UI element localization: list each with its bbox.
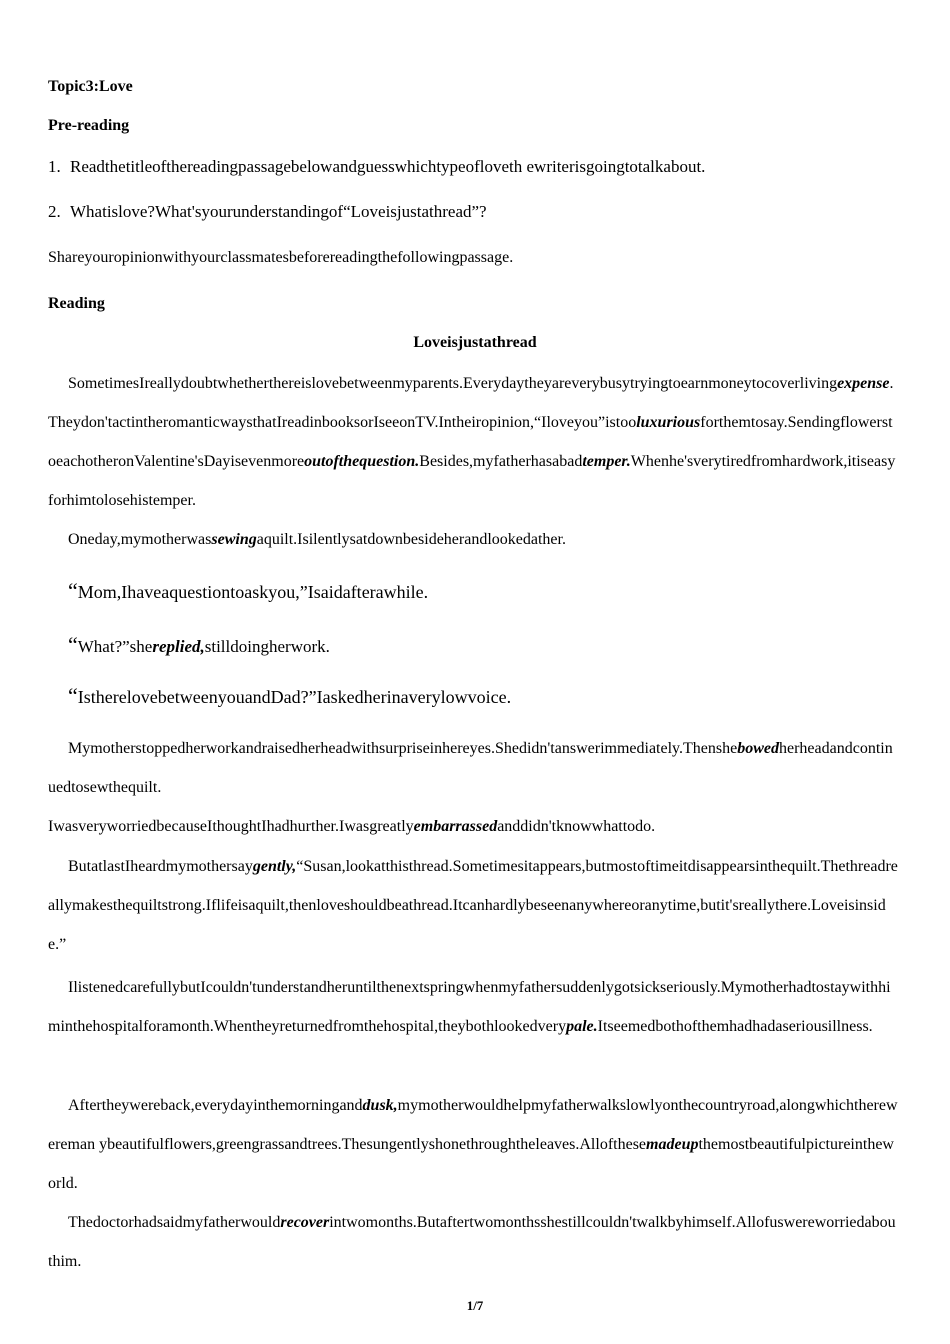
- dialogue-line-2: “What?”shereplied,stilldoingherwork.: [68, 632, 330, 657]
- vocab-sewing: sewing: [211, 531, 257, 548]
- question-2-number: 2.: [48, 202, 61, 221]
- vocab-out-of-the-question: outofthequestion.: [304, 453, 420, 470]
- vocab-recover: recover: [280, 1214, 330, 1231]
- passage-title: Loveisjustathread: [413, 334, 537, 351]
- question-2: [48, 201, 908, 223]
- vocab-pale: pale.: [566, 1018, 598, 1035]
- question-1-number: 1.: [48, 157, 61, 176]
- page-number: 1/7: [466, 1298, 484, 1313]
- paragraph-5: ButatlastIheardmymothersaygently,“Susan,lookatthisthread.Sometimesitappears,butmostoftimeitdisappearsinthequilt.Thethreadreallymakesthequiltstrong.Iflifeisaquilt,thenloveshouldbeathread.Itcanhardlybeseenanywhereoranytime,butit'sreallythere.Loveisinside.”: [48, 858, 898, 953]
- pre-reading-heading: Pre-reading: [48, 117, 130, 134]
- vocab-expense: expense: [837, 375, 890, 392]
- question-2-text: Whatislove?What'syourunderstandingof“Loveisjustathread”?: [70, 202, 487, 221]
- vocab-gently: gently,: [252, 858, 297, 875]
- reading-heading: Reading: [48, 295, 105, 312]
- paragraph-2: Oneday,mymotherwassewingaquilt.Isilentlysatdownbesideherandlookedather.: [68, 531, 566, 548]
- vocab-made-up: madeup: [646, 1136, 699, 1153]
- dialogue-line-1: “Mom,Ihaveaquestiontoaskyou,”Isaidafterawhile.: [68, 578, 429, 603]
- paragraph-7: Aftertheywereback,everydayinthemorninganddusk,mymotherwouldhelpmyfatherwalkslowlyonthecountryroad,alongwhichtherewereman ybeautifulflowers,greengrassandtrees.Thesungentlyshonethroughtheleaves.Allofthesemadeupthemostbeautifulpictureintheworld.: [48, 1097, 898, 1192]
- question-1-text: Readthetitleofthereadingpassagebelowandguesswhichtypeofloveth ewriterisgoingtotalkabout.: [70, 157, 706, 176]
- vocab-bowed: bowed: [737, 740, 779, 757]
- topic-heading: Topic3:Love: [48, 78, 133, 95]
- share-instruction: Shareyouropinionwithyourclassmatesbeforereadingthefollowingpassage.: [48, 249, 514, 266]
- question-1: [48, 156, 908, 178]
- vocab-temper: temper.: [582, 453, 631, 470]
- paragraph-6: IlistenedcarefullybutIcouldn'tunderstandheruntilthenextspringwhenmyfathersuddenlygotsickseriously.Mymotherhadtostaywithhiminthehospitalforamonth.Whentheyreturnedfromthehospital,theybothlookedverypale.Itseemedbothofthemhadhadaseriousillness.: [48, 979, 891, 1035]
- paragraph-8: Thedoctorhadsaidmyfatherwouldrecoverintwomonths.Butaftertwomonthsshestillcouldn'twalkbyhimself.Allofuswereworriedabouthim.: [48, 1214, 896, 1270]
- vocab-luxurious: luxurious: [636, 414, 701, 431]
- dialogue-line-3: “IstherelovebetweenyouandDad?”Iaskedherinaverylowvoice.: [68, 683, 512, 708]
- paragraph-3: Mymotherstoppedherworkandraisedherheadwithsurpriseinhereyes.Shedidn'tanswerimmediately.Thenshebowedherheadandcontinuedtosewthequilt.: [48, 740, 893, 796]
- paragraph-4: IwasveryworriedbecauseIthoughtIhadhurther.Iwasgreatlyembarrassedanddidn'tknowwhattodo.: [48, 818, 656, 835]
- vocab-embarrassed: embarrassed: [413, 818, 498, 835]
- paragraph-1: SometimesIreallydoubtwhetherthereislovebetweenmyparents.Everydaytheyareverybusytryingtoearnmoneytocoverlivingexpense.Theydon'tactintheromanticwaysthatIreadinbooksorIseeonTV.Intheiropinion,“Iloveyou”istooluxuriousforthemtosay.SendingflowerstoeachotheronValentine'sDayisevenmoreoutofthequestion.Besides,myfatherhasabadtemper.Whenhe'sverytiredfromhardwork,itiseasyforhimtolosehistemper.: [48, 375, 896, 509]
- vocab-dusk: dusk,: [362, 1097, 398, 1114]
- vocab-replied: replied,: [152, 637, 205, 656]
